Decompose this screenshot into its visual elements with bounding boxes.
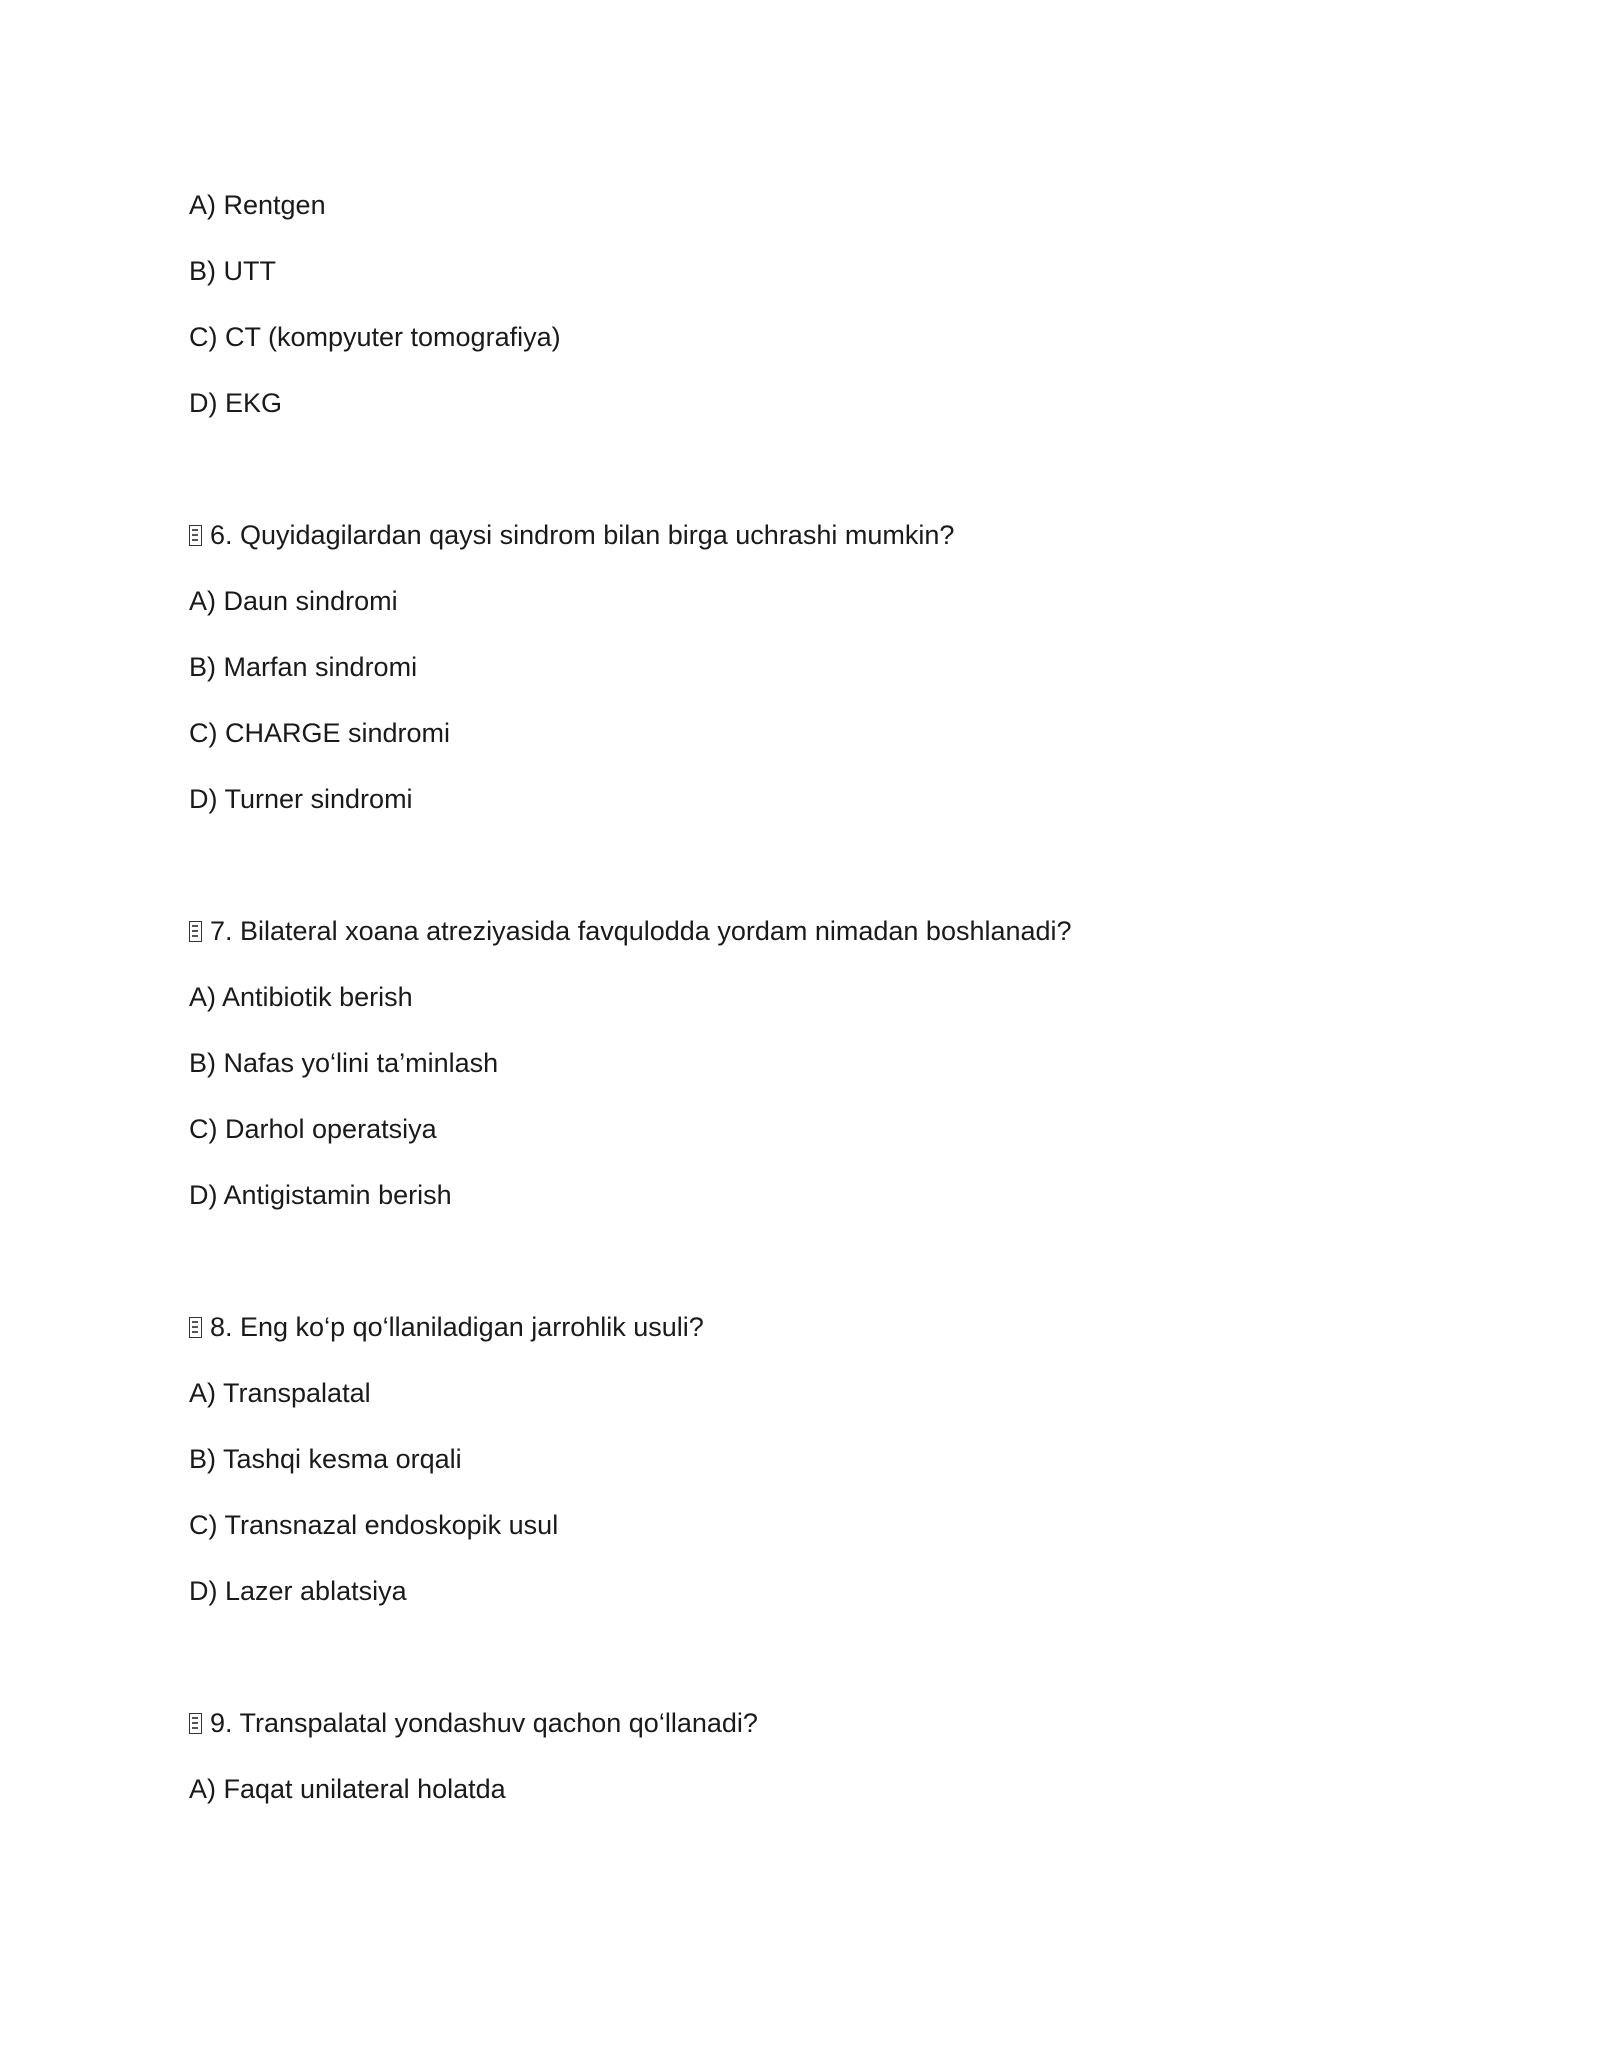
q6-option-b: B) Marfan sindromi bbox=[189, 652, 418, 682]
q7-option-d: D) Antigistamin berish bbox=[189, 1180, 452, 1210]
q6-question-text: 6. Quyidagilardan qaysi sindrom bilan birga uchrashi mumkin? bbox=[210, 520, 955, 550]
q9-option-a: A) Faqat unilateral holatda bbox=[189, 1774, 506, 1804]
q9-question bbox=[189, 1706, 758, 1740]
missing-glyph-icon bbox=[189, 1317, 202, 1338]
q8-question-text: 8. Eng ko‘p qo‘llaniladigan jarrohlik usuli? bbox=[210, 1312, 704, 1342]
q6-option-d: D) Turner sindromi bbox=[189, 784, 413, 814]
q8-option-a: A) Transpalatal bbox=[189, 1378, 371, 1408]
q6-option-a: A) Daun sindromi bbox=[189, 586, 398, 616]
q8-option-d: D) Lazer ablatsiya bbox=[189, 1576, 407, 1606]
q8-option-c: C) Transnazal endoskopik usul bbox=[189, 1510, 559, 1540]
q7-question bbox=[189, 914, 1072, 948]
q8-question bbox=[189, 1310, 704, 1344]
missing-glyph-icon bbox=[189, 525, 202, 546]
q6-option-c: C) CHARGE sindromi bbox=[189, 718, 451, 748]
q8-option-b: B) Tashqi kesma orqali bbox=[189, 1444, 462, 1474]
q7-option-a: A) Antibiotik berish bbox=[189, 982, 413, 1012]
q6-question bbox=[189, 518, 954, 552]
missing-glyph-icon bbox=[189, 1713, 202, 1734]
q5-option-a: A) Rentgen bbox=[189, 190, 326, 220]
missing-glyph-icon bbox=[189, 921, 202, 942]
q7-option-c: C) Darhol operatsiya bbox=[189, 1114, 437, 1144]
q5-option-b: B) UTT bbox=[189, 256, 276, 286]
q7-question-text: 7. Bilateral xoana atreziyasida favqulodda yordam nimadan boshlanadi? bbox=[210, 916, 1072, 946]
q7-option-b: B) Nafas yo‘lini ta’minlash bbox=[189, 1048, 499, 1078]
q5-option-d: D) EKG bbox=[189, 388, 283, 418]
q5-option-c: C) CT (kompyuter tomografiya) bbox=[189, 322, 561, 352]
q9-question-text: 9. Transpalatal yondashuv qachon qo‘llanadi? bbox=[210, 1708, 758, 1738]
